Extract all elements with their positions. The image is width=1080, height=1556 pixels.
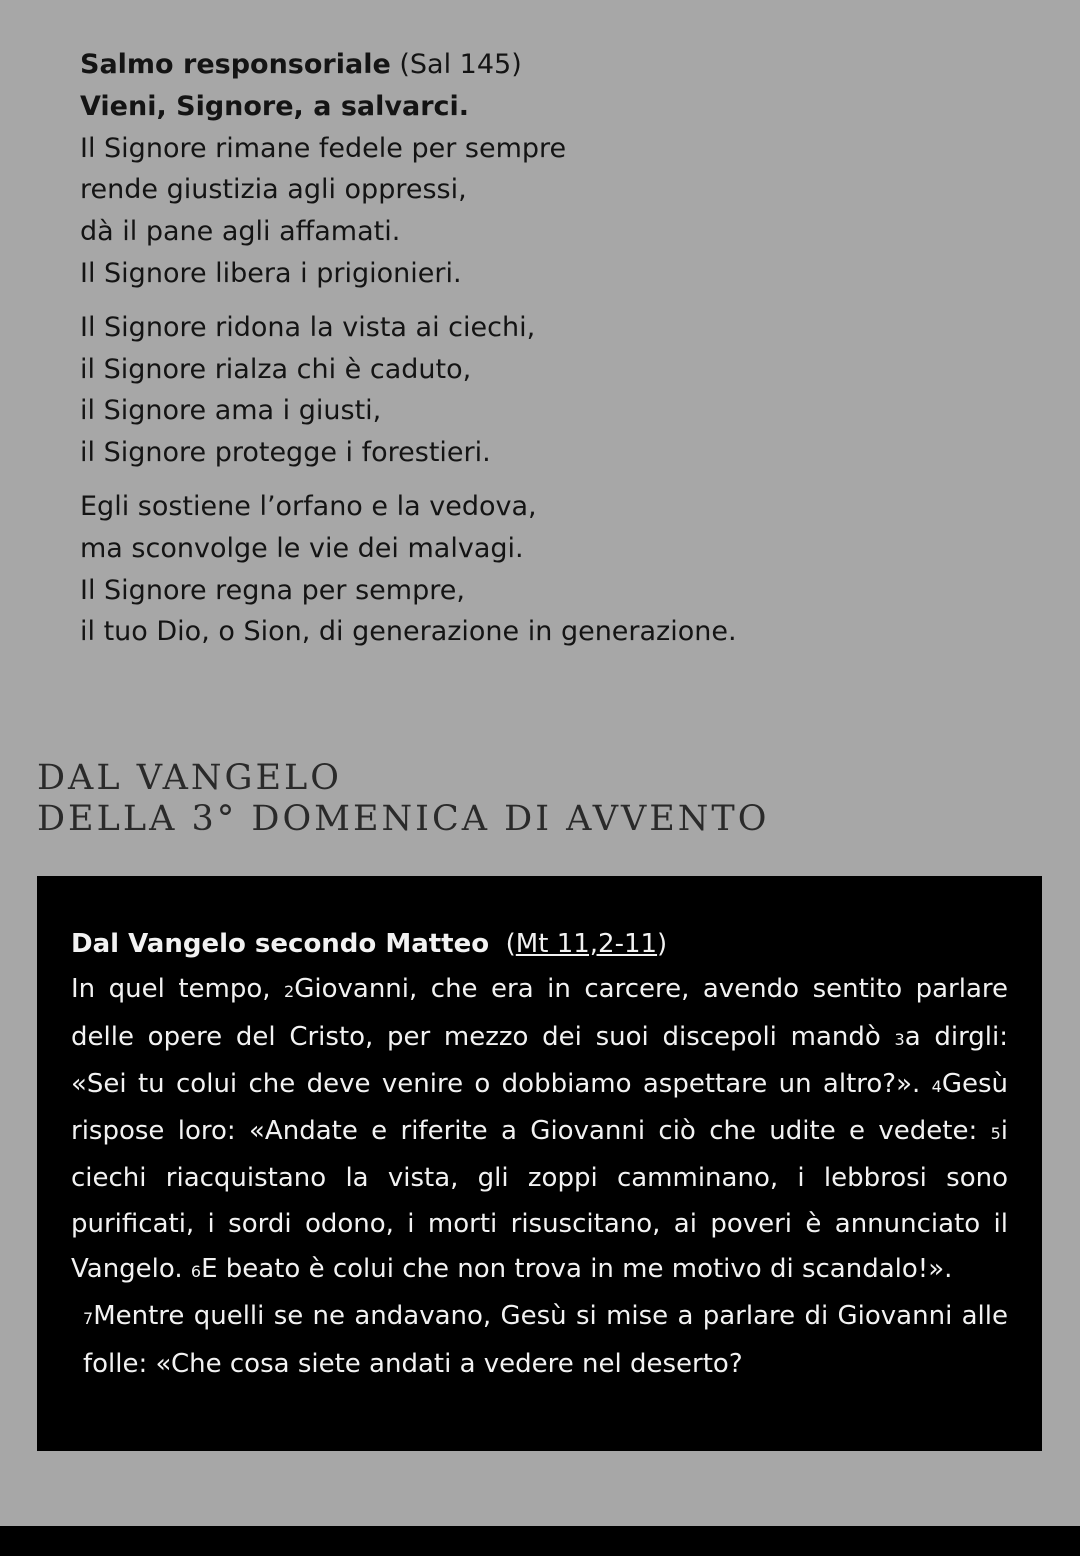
gospel-reference: Mt 11,2-11 bbox=[515, 929, 658, 959]
gospel-section-title bbox=[37, 758, 769, 840]
gospel-heading-line: Dal Vangelo secondo Matteo (Mt 11,2-11) bbox=[71, 929, 668, 959]
psalm-verse: Il Signore rimane fedele per sempre bbox=[80, 132, 567, 164]
verse-number: 7 bbox=[83, 1309, 94, 1329]
gospel-text-span: i ciechi riacquistano la vista, gli zoppi camminano, i lebbrosi sono purificati, i sordi odono, i morti risuscitano, ai poveri è annunciato il Vangelo. bbox=[71, 1116, 1009, 1285]
gospel-text bbox=[71, 922, 1008, 1387]
gospel-text-span: Mentre quelli se ne andavano, Gesù si mise a parlare di Giovanni alle folle: «Che cosa siete andati a vedere nel deserto? bbox=[83, 1301, 1008, 1379]
psalm-verse: il Signore ama i giusti, bbox=[80, 395, 382, 427]
gospel-text-span: E beato è colui che non trova in me motivo di scandalo!». bbox=[201, 1254, 953, 1285]
gospel-text-span: Giovanni, che era in carcere, avendo sentito parlare delle opere del Cristo, per mezzo dei suoi discepoli mandò bbox=[71, 974, 1008, 1052]
psalm-verse: il Signore protegge i forestieri. bbox=[80, 437, 491, 469]
psalm-verse: ma sconvolge le vie dei malvagi. bbox=[80, 532, 524, 564]
psalm-section bbox=[80, 44, 1020, 653]
psalm-verse: Egli sostiene l’orfano e la vedova, bbox=[80, 490, 537, 522]
bottom-bar bbox=[0, 1526, 1080, 1556]
psalm-reference: (Sal 145) bbox=[399, 49, 522, 80]
gospel-heading: Dal Vangelo secondo Matteo bbox=[71, 929, 490, 959]
psalm-verse: Il Signore regna per sempre, bbox=[80, 574, 465, 606]
gospel-box bbox=[37, 876, 1042, 1451]
gospel-paragraph-1 bbox=[71, 967, 1008, 1294]
verse-number: 6 bbox=[190, 1262, 202, 1282]
gospel-text-span: a dirgli: «Sei tu colui che deve venire o dobbiamo aspettare un altro?». bbox=[71, 1021, 1009, 1099]
psalm-stanza-1 bbox=[80, 128, 1020, 295]
psalm-stanza-2 bbox=[80, 307, 1020, 474]
section-title-line-1: DAL VANGELO bbox=[37, 758, 342, 798]
psalm-verse: il tuo Dio, o Sion, di generazione in generazione. bbox=[80, 616, 737, 648]
gospel-text-span: In quel tempo, bbox=[71, 974, 271, 1005]
psalm-verse: il Signore rialza chi è caduto, bbox=[80, 353, 472, 385]
verse-number: 4 bbox=[931, 1076, 942, 1096]
gospel-paragraph-2 bbox=[71, 1294, 1008, 1387]
psalm-title bbox=[80, 44, 1020, 86]
psalm-verse: Il Signore ridona la vista ai ciechi, bbox=[80, 311, 536, 343]
verse-number: 3 bbox=[894, 1029, 905, 1049]
psalm-refrain: Vieni, Signore, a salvarci. bbox=[80, 90, 470, 122]
psalm-verse: dà il pane agli affamati. bbox=[80, 216, 401, 248]
psalm-verse: Il Signore libera i prigionieri. bbox=[80, 257, 462, 289]
psalm-verse: rende giustizia agli oppressi, bbox=[80, 174, 467, 206]
section-title-line-2: DELLA 3° DOMENICA DI AVVENTO bbox=[37, 799, 770, 839]
psalm-title-label: Salmo responsoriale bbox=[80, 49, 391, 80]
verse-number: 5 bbox=[990, 1124, 1001, 1144]
gospel-text-span: Gesù rispose loro: «Andate e riferite a Giovanni ciò che udite e vedete: bbox=[71, 1068, 1008, 1147]
verse-number: 2 bbox=[284, 982, 295, 1002]
psalm-stanza-3 bbox=[80, 486, 1020, 653]
